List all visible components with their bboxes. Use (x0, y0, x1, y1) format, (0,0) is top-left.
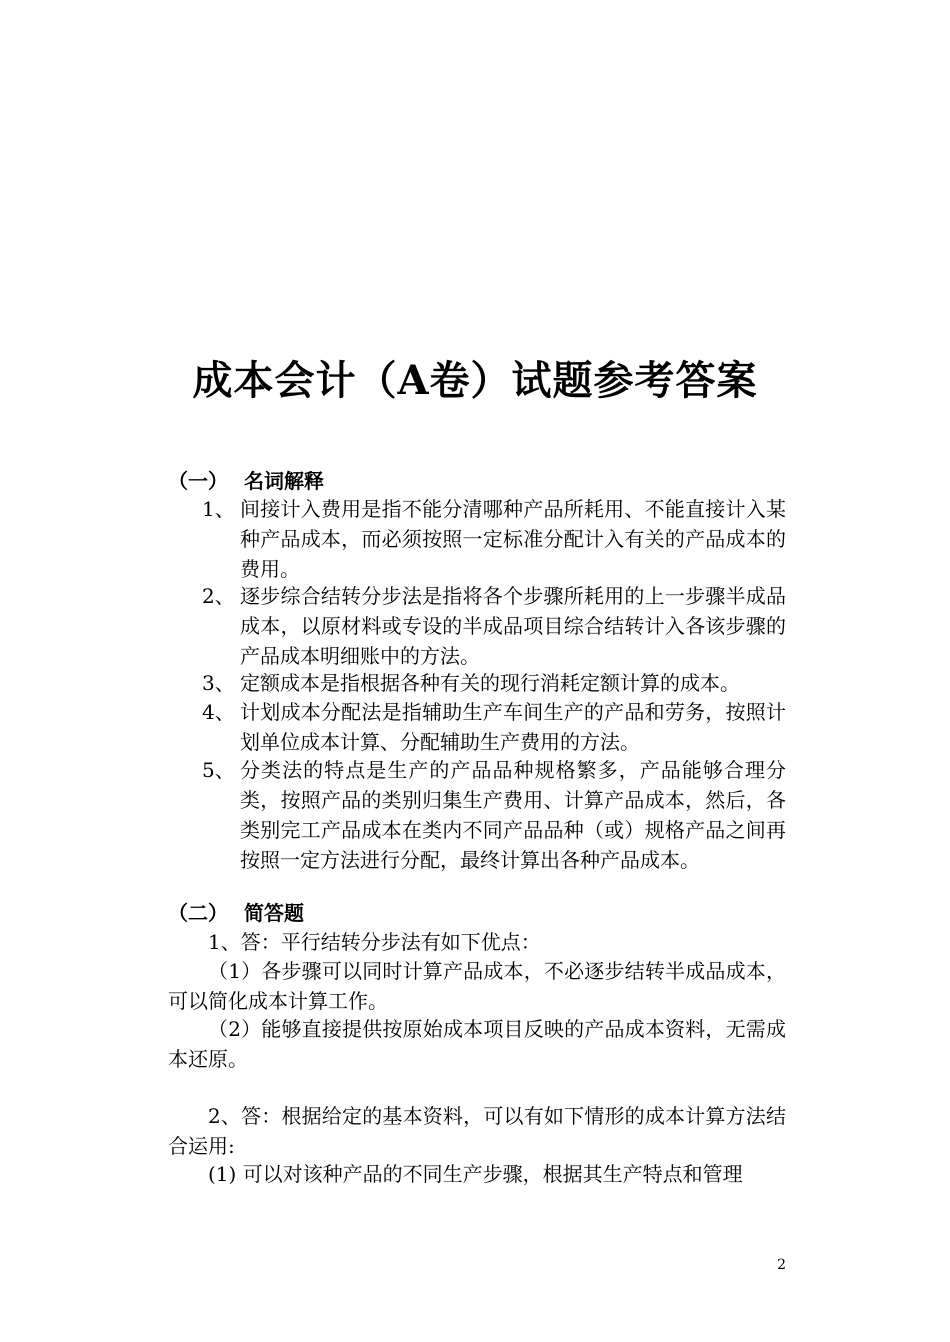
item-text: 分类法的特点是生产的产品品种规格繁多，产品能够合理分类，按照产品的类别归集生产费用、计算产品成本，然后，各类别完工产品成本在类内不同产品品种（或）规格产品之间再按照一定方法进行分配，最终计算出各种产品成本。 (240, 758, 786, 872)
section-number: （二） (168, 901, 228, 925)
item-index: 4、 (202, 700, 235, 724)
section-heading-terms (168, 466, 324, 496)
item-index: 3、 (202, 671, 235, 695)
definition-item (202, 755, 786, 875)
item-text: 间接计入费用是指不能分清哪种产品所耗用、不能直接计入某种产品成本，而必须按照一定标准分配计入有关的产品成本的费用。 (240, 497, 786, 581)
item-index: 1、 (202, 497, 235, 521)
definition-item (202, 494, 786, 584)
item-text: 逐步综合结转分步法是指将各个步骤所耗用的上一步骤半成品成本，以原材料或专设的半成品项目综合结转计入各该步骤的产品成本明细账中的方法。 (240, 584, 786, 668)
section-title: 简答题 (244, 901, 304, 925)
definition-item (202, 581, 786, 671)
item-index: 5、 (202, 758, 235, 782)
item-text: 定额成本是指根据各种有关的现行消耗定额计算的成本。 (240, 671, 740, 695)
page-number: 2 (777, 1257, 786, 1273)
answer-paragraph: 2、答：根据给定的基本资料，可以有如下情形的成本计算方法结合运用: (168, 1104, 786, 1158)
answer-paragraph: （1）各步骤可以同时计算产品成本，不必逐步结转半成品成本，可以简化成本计算工作。 (168, 959, 786, 1013)
item-index: 2、 (202, 584, 235, 608)
section-heading-short-answer (168, 898, 304, 928)
section-title: 名词解释 (244, 469, 324, 493)
section-number: （一） (168, 469, 228, 493)
answer-paragraph: (1) 可以对该种产品的不同生产步骤，根据其生产特点和管理 (208, 1162, 743, 1186)
answer-paragraph: 1、答：平行结转分步法有如下优点： (208, 930, 541, 954)
item-text: 计划成本分配法是指辅助生产车间生产的产品和劳务，按照计划单位成本计算、分配辅助生产费用的方法。 (240, 700, 786, 754)
answer-paragraph: （2）能够直接提供按原始成本项目反映的产品成本资料，无需成本还原。 (168, 1017, 786, 1071)
definition-item (202, 697, 786, 757)
document-title: 成本会计（A卷）试题参考答案 (192, 357, 758, 404)
definition-item (202, 668, 786, 698)
